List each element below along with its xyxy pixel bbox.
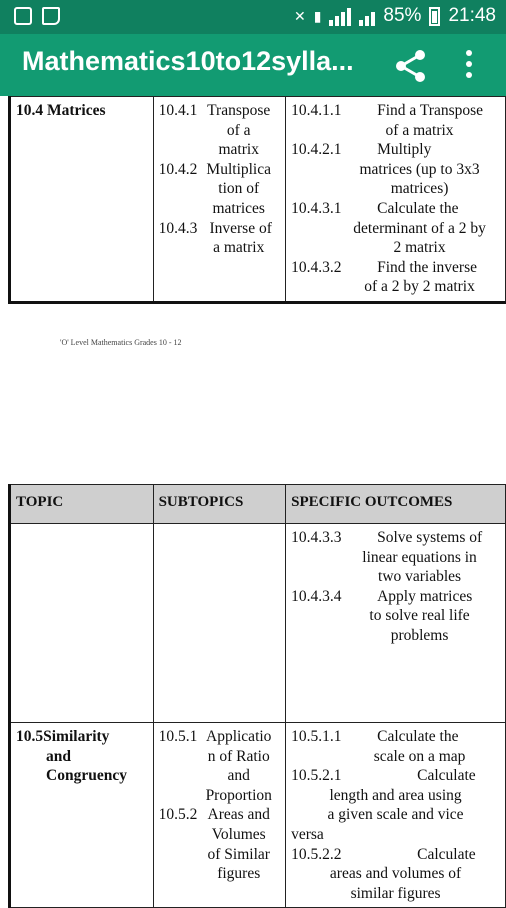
table-row [10, 723, 506, 908]
syllabus-table-matrices [8, 96, 506, 304]
outcome-item: 10.4.3.2 Find the inverse of a 2 by 2 matrix [291, 258, 477, 296]
outcome-item: 10.4.3.1 Calculate the determinant of a 2 by 2 matrix [291, 199, 486, 257]
outcomes-cell [286, 524, 506, 723]
document-title: Mathematics10to12sylla... [22, 46, 354, 76]
subtopic-item: 10.4.3 Inverse of a matrix [158, 219, 272, 257]
more-options-icon[interactable] [466, 50, 474, 80]
outcome-item: 10.5.1.1 Calculate the scale on a map [291, 728, 466, 765]
battery-icon [429, 7, 440, 26]
topic-cell [10, 524, 154, 723]
subtopic-item: 10.4.1 Transpose of a matrix [158, 102, 271, 159]
outcomes-cell [286, 97, 506, 303]
app-bar [0, 34, 506, 96]
subtopics-cell [153, 524, 286, 723]
phone-notification-icon [42, 7, 60, 25]
syllabus-table-similarity [8, 484, 506, 908]
mute-icon: ✕ [293, 7, 306, 24]
status-bar [0, 0, 506, 34]
outcomes-cell [286, 723, 506, 908]
topic-cell: 10.5Similarity and Congruency [10, 723, 154, 908]
outcome-item: 10.4.3.4 Apply matrices to solve real life problems [291, 587, 473, 644]
outcome-item: 10.4.3.3 Solve systems of linear equations in two variables [291, 529, 483, 586]
sim-icon: ▮ [313, 7, 322, 24]
outcome-item: 10.5.2.1 Calculate length and area using a given scale and vice versa [291, 767, 476, 843]
header-topic: TOPIC [10, 485, 154, 524]
gallery-notification-icon [14, 7, 32, 25]
header-outcomes: SPECIFIC OUTCOMES [286, 485, 506, 524]
subtopics-cell [153, 723, 286, 908]
table-header-row [10, 485, 506, 524]
signal2-icon [359, 6, 375, 26]
outcome-item: 10.5.2.2 Calculate areas and volumes of similar figures [291, 845, 476, 902]
table-row [10, 524, 506, 723]
subtopic-item: 10.5.2 Areas and Volumes of Similar figures [158, 806, 270, 883]
subtopic-item: 10.4.2 Multiplica tion of matrices [158, 160, 271, 217]
battery-percent: 85% [383, 5, 422, 26]
table-row [10, 97, 506, 303]
topic-cell: 10.4 Matrices [10, 97, 154, 303]
header-subtopics: SUBTOPICS [153, 485, 286, 524]
subtopic-item: 10.5.1 Applicatio n of Ratio and Proportion [158, 728, 272, 804]
clock: 21:48 [448, 5, 496, 26]
subtopics-cell [153, 97, 286, 303]
page-footer: 'O' Level Mathematics Grades 10 - 12 [60, 338, 182, 347]
signal-icon [329, 6, 351, 26]
outcome-item: 10.4.2.1 Multiply matrices (up to 3x3 matrices) [291, 141, 480, 198]
outcome-item: 10.4.1.1 Find a Transpose of a matrix [291, 102, 484, 139]
share-icon[interactable] [393, 48, 429, 84]
